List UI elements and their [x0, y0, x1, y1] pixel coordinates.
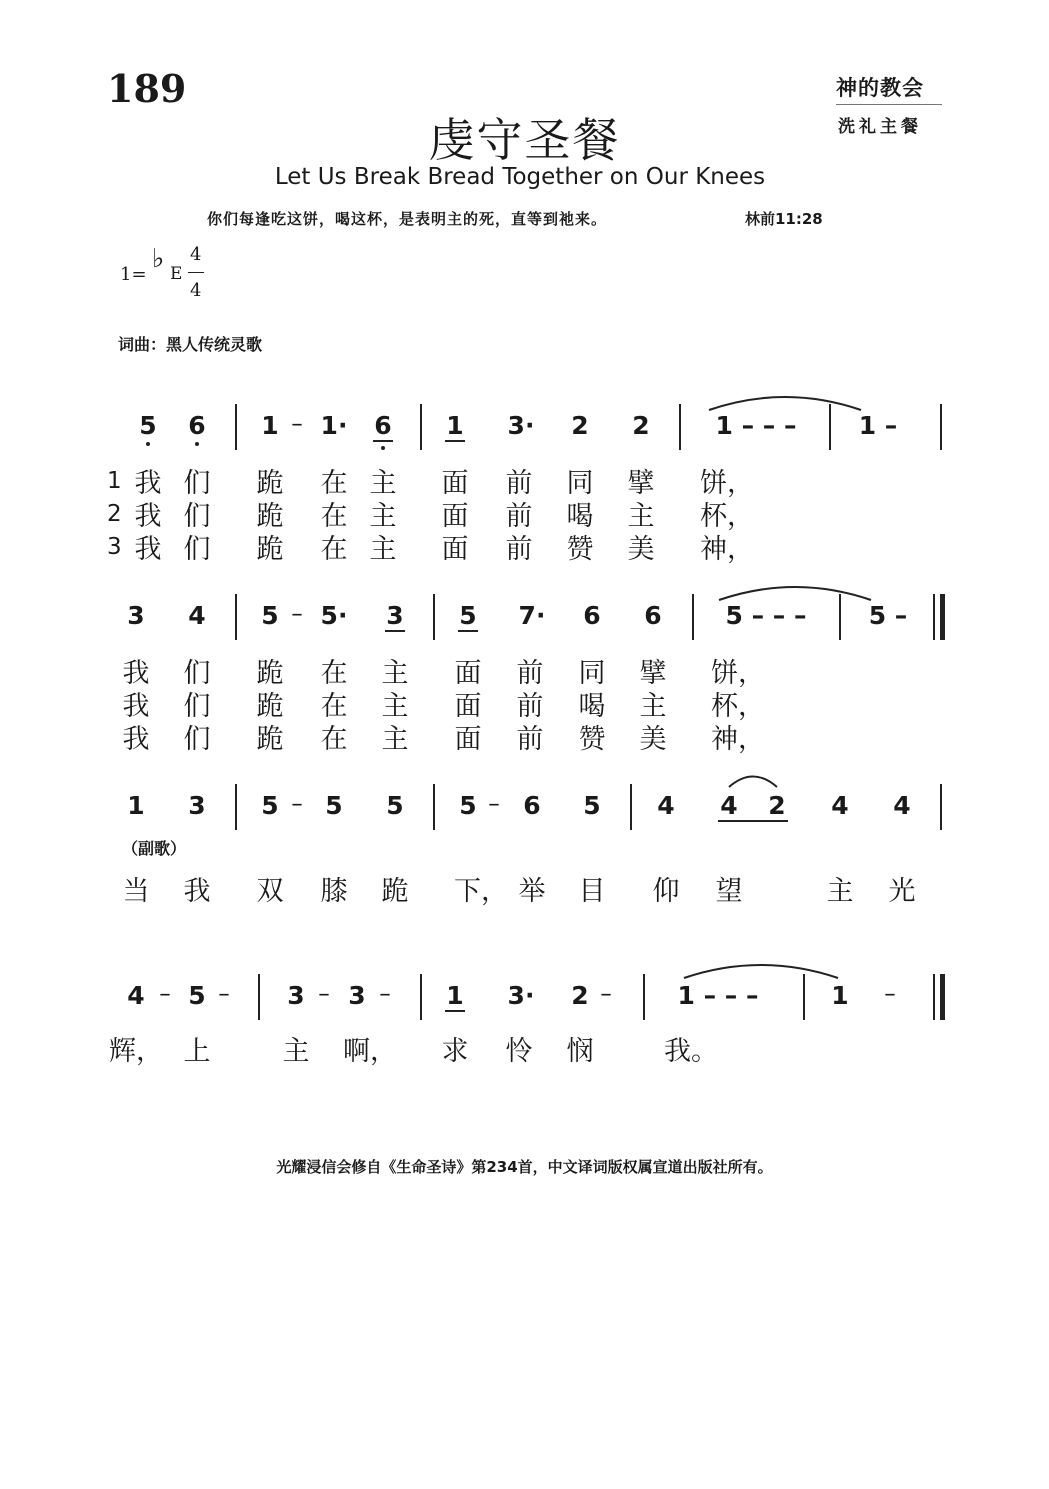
- verse-number: 3: [107, 534, 122, 560]
- underline-eighth: [718, 820, 788, 822]
- note: 4: [720, 791, 738, 820]
- lyric: 美: [627, 534, 655, 565]
- note: 4: [188, 601, 206, 630]
- lyric: 面: [441, 468, 469, 499]
- lyric: 跪: [256, 691, 284, 722]
- underline-eighth: [385, 630, 405, 632]
- lyric: 前: [516, 724, 544, 755]
- note-held: 1 – – –: [715, 411, 797, 440]
- lyric: 我: [134, 501, 162, 532]
- lyric: 我。: [664, 1036, 718, 1067]
- barline: [433, 784, 435, 830]
- note: 5: [139, 411, 157, 440]
- verse-number: 2: [107, 501, 122, 527]
- barline: [679, 404, 681, 450]
- lyric: 美: [639, 724, 667, 755]
- lyric: 们: [183, 691, 211, 722]
- lyric: 饼，: [700, 468, 754, 499]
- note-held: 5 –: [868, 601, 908, 630]
- note-held: 1 – – –: [677, 981, 759, 1010]
- barline: [258, 974, 260, 1020]
- note: 1: [127, 791, 145, 820]
- underline-eighth: [458, 630, 478, 632]
- note: 3: [386, 601, 404, 630]
- lyric: 们: [183, 468, 211, 499]
- hold-dash: –: [884, 981, 896, 1007]
- note: 5: [459, 791, 477, 820]
- lyric: 们: [183, 658, 211, 689]
- flat-sign: ♭: [152, 244, 165, 274]
- note: 4: [831, 791, 849, 820]
- note: 3·: [507, 981, 535, 1010]
- low-octave-dot: [146, 442, 150, 446]
- lyric: 面: [441, 501, 469, 532]
- lyric: 喝: [578, 691, 606, 722]
- lyric: 杯，: [711, 691, 765, 722]
- hold-dash: –: [488, 791, 500, 817]
- lyric: 主: [826, 876, 854, 907]
- lyric: 我: [183, 876, 211, 907]
- barline: [420, 974, 422, 1020]
- lyric: 同: [566, 468, 594, 499]
- lyric: 擘: [627, 468, 655, 499]
- note: 2: [632, 411, 650, 440]
- barline: [940, 404, 942, 450]
- note: 1: [446, 411, 464, 440]
- lyric: 跪: [381, 876, 409, 907]
- barline: [692, 594, 694, 640]
- lyric: 上: [183, 1036, 211, 1067]
- key-prefix: 1=: [120, 264, 147, 285]
- lyric: 在: [320, 724, 348, 755]
- final-barline-thin: [933, 974, 935, 1020]
- lyric: 杯，: [700, 501, 754, 532]
- note: 5: [325, 791, 343, 820]
- note: 4: [893, 791, 911, 820]
- time-signature-top: 4: [190, 244, 202, 265]
- lyric: 面: [454, 658, 482, 689]
- note: 7·: [518, 601, 546, 630]
- refrain-label: （副歌）: [122, 839, 187, 858]
- copyright-footer: 光耀浸信会修自《生命圣诗》第234首，中文译词版权属宣道出版社所有。: [276, 1158, 773, 1176]
- note: 5: [386, 791, 404, 820]
- lyric: 悯: [566, 1036, 594, 1067]
- lyric: 我: [122, 658, 150, 689]
- tie-arc: [680, 958, 842, 982]
- key-letter: E: [170, 264, 183, 284]
- verse-number: 1: [107, 468, 122, 494]
- lyric: 我: [134, 468, 162, 499]
- lyric: 下，: [454, 876, 508, 907]
- hold-dash: –: [600, 981, 612, 1007]
- note: 2: [571, 981, 589, 1010]
- lyric: 双: [256, 876, 284, 907]
- lyric: 擘: [639, 658, 667, 689]
- lyric: 仰: [652, 876, 680, 907]
- time-signature-line: [188, 272, 204, 273]
- note: 3: [287, 981, 305, 1010]
- lyric: 主: [639, 691, 667, 722]
- note: 2: [571, 411, 589, 440]
- lyric: 同: [578, 658, 606, 689]
- lyric: 主: [627, 501, 655, 532]
- lyric: 面: [441, 534, 469, 565]
- hold-dash: –: [291, 791, 303, 817]
- lyric: 喝: [566, 501, 594, 532]
- note: 6: [583, 601, 601, 630]
- note: 5: [188, 981, 206, 1010]
- underline-eighth: [445, 1010, 465, 1012]
- note-held: 1 –: [858, 411, 898, 440]
- low-octave-dot: [381, 446, 385, 450]
- lyric: 们: [183, 501, 211, 532]
- lyric: 我: [134, 534, 162, 565]
- lyric: 们: [183, 534, 211, 565]
- lyric: 神，: [711, 724, 765, 755]
- lyric: 赞: [578, 724, 606, 755]
- lyric: 前: [505, 501, 533, 532]
- underline-eighth: [445, 440, 465, 442]
- tie-arc: [705, 390, 865, 414]
- lyric: 跪: [256, 658, 284, 689]
- lyric: 望: [715, 876, 743, 907]
- lyric: 我: [122, 724, 150, 755]
- lyric: 前: [516, 658, 544, 689]
- note: 6: [523, 791, 541, 820]
- note: 5·: [320, 601, 348, 630]
- final-barline-thin: [933, 594, 935, 640]
- low-octave-dot: [195, 442, 199, 446]
- note: 1: [261, 411, 279, 440]
- subcategory-label: 洗礼主餐: [838, 117, 922, 137]
- time-signature-bottom: 4: [190, 280, 202, 301]
- hold-dash: –: [318, 981, 330, 1007]
- lyric: 膝: [320, 876, 348, 907]
- hymn-number: 189: [107, 66, 187, 111]
- lyric: 在: [320, 468, 348, 499]
- note: 3: [127, 601, 145, 630]
- barline: [235, 404, 237, 450]
- lyric: 前: [505, 468, 533, 499]
- barline: [433, 594, 435, 640]
- barline: [630, 784, 632, 830]
- lyric: 面: [454, 691, 482, 722]
- scripture-verse: 你们每逢吃这饼，喝这杯，是表明主的死，直等到祂来。: [207, 210, 608, 228]
- scripture-reference: 林前11:28: [745, 210, 823, 228]
- note: 6: [188, 411, 206, 440]
- lyric: 啊，: [343, 1036, 397, 1067]
- lyric: 跪: [256, 501, 284, 532]
- note: 5: [583, 791, 601, 820]
- lyric: 赞: [566, 534, 594, 565]
- lyric: 辉，: [109, 1036, 163, 1067]
- lyric: 当: [122, 876, 150, 907]
- english-title: Let Us Break Bread Together on Our Knees: [274, 164, 766, 190]
- hold-dash: –: [218, 981, 230, 1007]
- hold-dash: –: [159, 981, 171, 1007]
- note: 4: [657, 791, 675, 820]
- note: 5: [261, 601, 279, 630]
- lyric: 举: [518, 876, 546, 907]
- note: 5: [261, 791, 279, 820]
- lyric: 主: [369, 468, 397, 499]
- lyric: 主: [381, 724, 409, 755]
- hold-dash: –: [291, 601, 303, 627]
- note-held: 5 – – –: [725, 601, 807, 630]
- lyric: 神，: [700, 534, 754, 565]
- lyric: 饼，: [711, 658, 765, 689]
- lyric: 在: [320, 658, 348, 689]
- note: 1·: [320, 411, 348, 440]
- note: 1: [446, 981, 464, 1010]
- barline: [643, 974, 645, 1020]
- lyric: 面: [454, 724, 482, 755]
- note: 6: [374, 411, 392, 440]
- barline: [235, 594, 237, 640]
- lyric: 在: [320, 691, 348, 722]
- note: 3·: [507, 411, 535, 440]
- hold-dash: –: [379, 981, 391, 1007]
- lyric: 在: [320, 534, 348, 565]
- barline: [940, 784, 942, 830]
- note: 3: [188, 791, 206, 820]
- note: 6: [644, 601, 662, 630]
- hymn-title: 虔守圣餐: [428, 113, 621, 167]
- lyric: 前: [516, 691, 544, 722]
- lyric: 主: [369, 501, 397, 532]
- lyric: 光: [888, 876, 916, 907]
- final-barline-thick: [940, 594, 945, 640]
- composer-credit: 词曲：黑人传统灵歌: [118, 335, 263, 354]
- note: 2: [768, 791, 786, 820]
- lyric: 跪: [256, 724, 284, 755]
- lyric: 目: [578, 876, 606, 907]
- note: 4: [127, 981, 145, 1010]
- lyric: 在: [320, 501, 348, 532]
- lyric: 主: [381, 658, 409, 689]
- category-label: 神的教会: [836, 76, 924, 100]
- slur-arc: [726, 770, 780, 790]
- lyric: 主: [282, 1036, 310, 1067]
- note: 3: [348, 981, 366, 1010]
- lyric: 怜: [505, 1036, 533, 1067]
- barline: [420, 404, 422, 450]
- hold-dash: –: [291, 411, 303, 437]
- lyric: 跪: [256, 468, 284, 499]
- lyric: 主: [381, 691, 409, 722]
- underline-eighth: [373, 440, 393, 442]
- tie-arc: [715, 580, 875, 604]
- note: 1: [831, 981, 849, 1010]
- lyric: 我: [122, 691, 150, 722]
- final-barline-thick: [940, 974, 945, 1020]
- lyric: 前: [505, 534, 533, 565]
- note: 5: [459, 601, 477, 630]
- lyric: 主: [369, 534, 397, 565]
- lyric: 跪: [256, 534, 284, 565]
- lyric: 求: [441, 1036, 469, 1067]
- lyric: 们: [183, 724, 211, 755]
- barline: [235, 784, 237, 830]
